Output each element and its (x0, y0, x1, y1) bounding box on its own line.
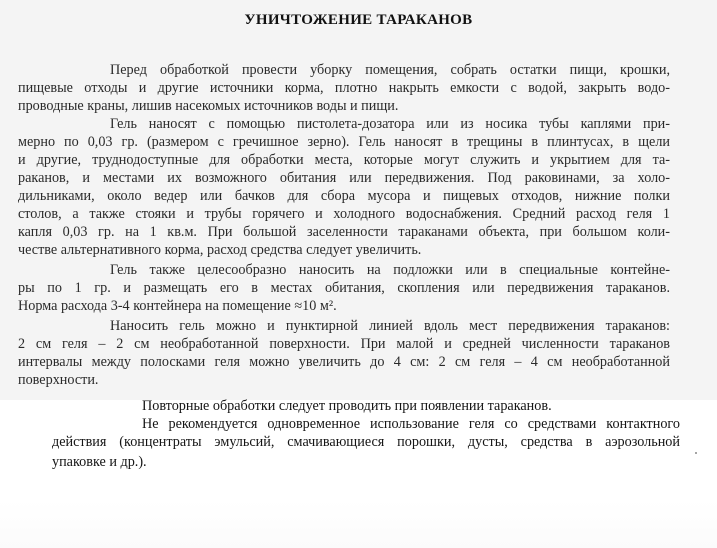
text-line: Не рекомендуется одновременное использование геля со средствами контактного (142, 416, 680, 432)
text-line: действия (концентраты эмульсий, смачивающиеся порошки, дусты, средства в аэрозольной (52, 434, 680, 450)
text-line: раканов, и местами их возможного обитания или передвижения. Под раковинами, за холо- (18, 170, 670, 186)
page-footer-area (0, 500, 717, 548)
text-line: честве альтернативного корма, расход средства следует увеличить. (18, 242, 422, 258)
text-line: Норма расхода 3-4 контейнера на помещение ≈10 м². (18, 298, 337, 314)
text-line: Гель наносят с помощью пистолета-дозатора или из носика тубы каплями при- (110, 116, 670, 132)
text-line: капля 0,03 гр. на 1 кв.м. При большой заселенности тараканами объекта, при большом коли- (18, 224, 670, 240)
text-line: Гель также целесообразно наносить на подложки или в специальные контейне- (110, 262, 670, 278)
text-line: дильниками, около ведер или бачков для сбора мусора и пищевых отходов, нижние полки (18, 188, 670, 204)
text-line: пищевые отходы и другие источники корма, плотно накрыть емкости с водой, закрыть водо- (18, 80, 670, 96)
text-line: проводные краны, лишив насекомых источников воды и пищи. (18, 98, 399, 114)
text-line: Перед обработкой провести уборку помещения, собрать остатки пищи, крошки, (110, 62, 670, 78)
text-line: и другие, труднодоступные для обработки места, которые могут служить и укрытием для та- (18, 152, 670, 168)
scan-speck (695, 452, 697, 454)
text-line: Повторные обработки следует проводить при появлении тараканов. (142, 398, 552, 414)
text-line: упаковке и др.). (52, 454, 147, 470)
text-line: 2 см геля – 2 см необработанной поверхности. При малой и средней численности тараканов (18, 336, 670, 352)
text-line: ры по 1 гр. и размещать его в местах обитания, скопления или передвижения тараканов. (18, 280, 670, 296)
text-line: поверхности. (18, 372, 99, 388)
text-line: столов, а также стояки и трубы горячего и холодного водоснабжения. Средний расход геля 1 (18, 206, 670, 222)
text-line: Наносить гель можно и пунктирной линией вдоль мест передвижения тараканов: (110, 318, 670, 334)
text-line: мерно по 0,03 гр. (размером с гречишное зерно). Гель наносят в трещины в плинтусах, в щели (18, 134, 670, 150)
text-line: интервалы между полосками геля можно увеличить до 4 см: 2 см геля – 4 см необработанной (18, 354, 670, 370)
page-title: УНИЧТОЖЕНИЕ ТАРАКАНОВ (244, 12, 473, 28)
